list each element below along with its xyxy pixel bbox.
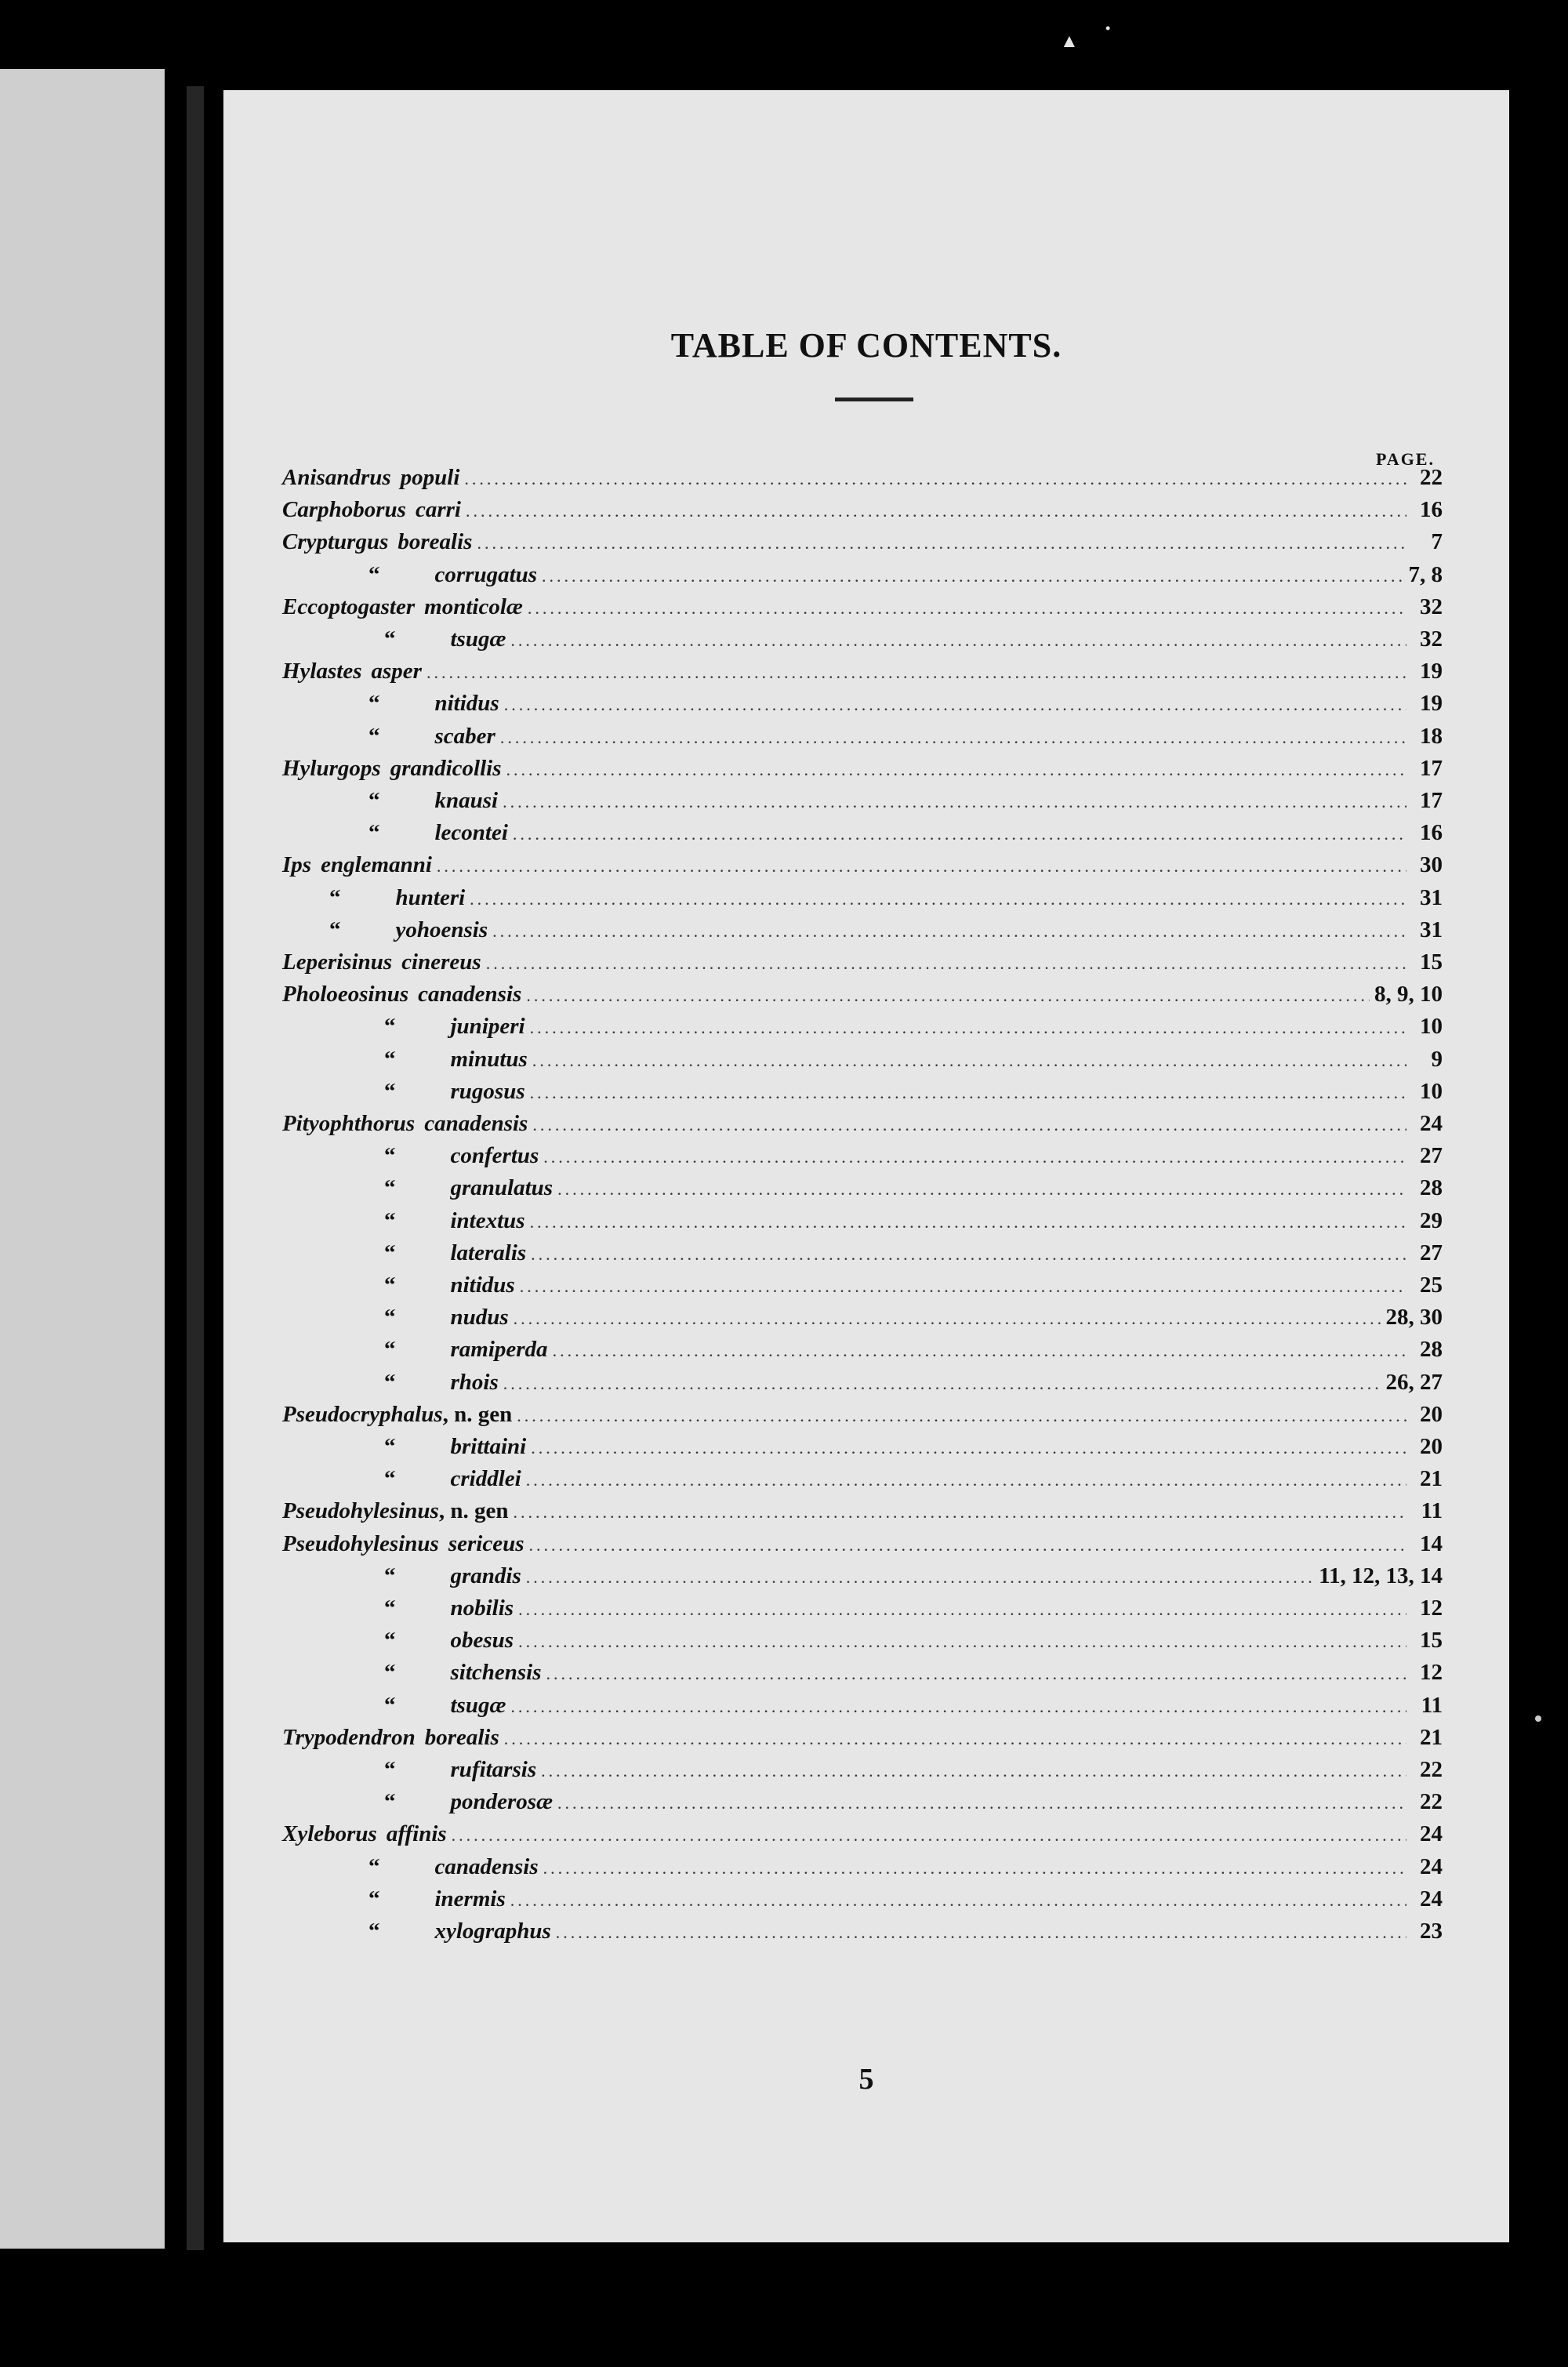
species-name: tsugæ: [450, 1692, 506, 1718]
genus-name: Carphoborus: [282, 497, 406, 523]
ditto-mark: “: [368, 561, 380, 587]
dot-leader: [510, 1890, 1406, 1911]
species-name: intextus: [450, 1207, 525, 1233]
species-name: criddlei: [450, 1466, 521, 1492]
entry-page-number: 21: [1420, 1724, 1443, 1750]
toc-entry: [368, 1854, 1443, 1886]
book-spine-shadow: [187, 86, 204, 2250]
toc-entry: [384, 1660, 1443, 1691]
dot-leader: [518, 1632, 1406, 1652]
species-name: corrugatus: [434, 561, 538, 587]
entry-page-number: 7: [1431, 529, 1443, 555]
species-name: juniperi: [450, 1014, 525, 1040]
toc-entry: [282, 949, 1443, 981]
entry-page-number: 11: [1421, 1692, 1443, 1718]
species-name: brittaini: [450, 1434, 527, 1459]
species-name: carri: [415, 497, 461, 523]
dot-leader: [510, 630, 1406, 651]
toc-entry: [282, 497, 1443, 528]
entry-page-number: 22: [1420, 1789, 1443, 1815]
entry-page-number: 16: [1420, 497, 1443, 523]
entry-page-number: 10: [1420, 1014, 1443, 1040]
dot-leader: [526, 1470, 1406, 1490]
species-name: ramiperda: [450, 1337, 548, 1363]
species-name: lecontei: [434, 820, 508, 846]
dot-leader: [557, 1793, 1406, 1813]
species-name: minutus: [450, 1046, 528, 1072]
dot-leader: [500, 728, 1406, 748]
toc-entry: [384, 1563, 1443, 1595]
page-column-header: PAGE.: [1376, 449, 1435, 469]
species-name: sericeus: [448, 1530, 524, 1556]
toc-entry: [368, 691, 1443, 722]
species-name: grandicollis: [390, 755, 502, 781]
dot-leader: [532, 1051, 1406, 1071]
toc-entry: [282, 594, 1443, 626]
dot-leader: [477, 533, 1406, 554]
toc-entry: [384, 1240, 1443, 1272]
toc-entry: [368, 1919, 1443, 1950]
genus-name: Anisandrus: [282, 465, 391, 490]
species-name: hunteri: [395, 884, 466, 910]
toc-entry: [329, 885, 1443, 917]
entry-page-number: 24: [1420, 1886, 1443, 1911]
species-name: scaber: [434, 723, 495, 749]
toc-entry: [282, 1725, 1443, 1756]
genus-name: Pityophthorus: [282, 1111, 416, 1136]
dot-leader: [503, 792, 1406, 812]
species-name: monticolæ: [424, 594, 523, 619]
entry-page-number: 15: [1420, 1628, 1443, 1654]
dot-leader: [492, 921, 1406, 942]
dot-leader: [556, 1922, 1406, 1943]
entry-page-number: 14: [1420, 1530, 1443, 1556]
toc-entry: [282, 1531, 1443, 1563]
genus-name: Pseudohylesinus: [282, 1530, 439, 1556]
toc-entry: [384, 1175, 1443, 1207]
scan-speck: ▲: [1060, 31, 1079, 52]
dot-leader: [520, 1276, 1406, 1297]
ditto-mark: “: [368, 723, 380, 749]
ditto-mark: “: [384, 1207, 396, 1233]
species-name: knausi: [434, 788, 499, 813]
species-name: lateralis: [450, 1240, 527, 1265]
ditto-mark: “: [368, 1919, 380, 1944]
genus-name: Hylurgops: [282, 755, 381, 781]
toc-entry: [384, 1596, 1443, 1627]
entry-page-number: 21: [1420, 1466, 1443, 1492]
entry-page-number: 7, 8: [1408, 561, 1443, 587]
ditto-mark: “: [384, 626, 396, 652]
scan-speck: [1535, 1715, 1541, 1722]
entry-page-number: 31: [1420, 917, 1443, 942]
entry-page-number: 12: [1420, 1596, 1443, 1621]
ditto-mark: “: [384, 1596, 396, 1621]
ditto-mark: “: [384, 1369, 396, 1395]
entry-page-number: 10: [1420, 1078, 1443, 1104]
species-name: rufitarsis: [450, 1757, 537, 1782]
dot-leader: [557, 1179, 1406, 1200]
species-name: populi: [400, 465, 460, 490]
dot-leader: [530, 1083, 1406, 1103]
dot-leader: [543, 1858, 1406, 1879]
ditto-mark: “: [384, 1434, 396, 1459]
dot-leader: [437, 856, 1406, 877]
toc-entry: [384, 1143, 1443, 1174]
ditto-mark: “: [384, 1305, 396, 1331]
toc-entry: [368, 820, 1443, 851]
species-name: tsugæ: [450, 626, 506, 652]
entry-page-number: 12: [1420, 1660, 1443, 1686]
ditto-mark: “: [384, 1240, 396, 1265]
toc-entry: [384, 1434, 1443, 1465]
species-name: borealis: [424, 1724, 499, 1750]
toc-entry: [282, 1821, 1443, 1853]
entry-page-number: 8, 9, 10: [1374, 982, 1443, 1007]
dot-leader: [518, 1599, 1406, 1620]
entry-page-number: 27: [1420, 1143, 1443, 1169]
ditto-mark: “: [384, 1014, 396, 1040]
toc-entry: [368, 1886, 1443, 1918]
dot-leader: [513, 1502, 1406, 1523]
dot-leader: [504, 695, 1406, 715]
entry-page-number: 27: [1420, 1240, 1443, 1265]
dot-leader: [426, 663, 1406, 683]
genus-name: Pholoeosinus: [282, 982, 409, 1007]
ditto-mark: “: [384, 1175, 396, 1201]
entry-page-number: 31: [1420, 884, 1443, 910]
entry-page-number: 22: [1420, 465, 1443, 490]
species-name: grandis: [450, 1563, 521, 1588]
dot-leader: [513, 824, 1406, 844]
dot-leader: [541, 1761, 1406, 1781]
dot-leader: [553, 1341, 1406, 1361]
genus-name: Pseudohylesinus: [282, 1498, 439, 1524]
dot-leader: [529, 1535, 1407, 1556]
species-name: nitidus: [450, 1272, 515, 1298]
entry-page-number: 11, 12, 13, 14: [1319, 1563, 1443, 1588]
ditto-mark: “: [368, 1886, 380, 1911]
species-name: obesus: [450, 1628, 514, 1654]
entry-note: , n. gen: [438, 1498, 509, 1524]
toc-entry: [384, 1789, 1443, 1821]
genus-name: Ips: [282, 852, 312, 878]
toc-entry: [282, 659, 1443, 690]
ditto-mark: “: [384, 1628, 396, 1654]
species-name: nobilis: [450, 1596, 514, 1621]
ditto-mark: “: [368, 1853, 380, 1879]
ditto-mark: “: [384, 1563, 396, 1588]
dot-leader: [504, 1729, 1406, 1749]
species-name: confertus: [450, 1143, 539, 1169]
entry-page-number: 16: [1420, 820, 1443, 846]
entry-page-number: 24: [1420, 1111, 1443, 1136]
species-name: cinereus: [401, 949, 481, 975]
species-name: rugosus: [450, 1078, 525, 1104]
dot-leader: [517, 1406, 1406, 1426]
entry-page-number: 9: [1431, 1046, 1443, 1072]
toc-entry: [384, 1047, 1443, 1078]
species-name: canadensis: [434, 1853, 539, 1879]
species-name: sitchensis: [450, 1660, 542, 1686]
species-name: englemanni: [321, 852, 432, 878]
toc-entry: [384, 1370, 1443, 1401]
toc-entry: [282, 1402, 1443, 1433]
ditto-mark: “: [329, 917, 341, 942]
entry-note: , n. gen: [442, 1401, 513, 1427]
ditto-mark: “: [368, 691, 380, 717]
toc-entry: [384, 626, 1443, 658]
entry-page-number: 24: [1420, 1853, 1443, 1879]
entry-page-number: 29: [1420, 1207, 1443, 1233]
species-name: canadensis: [424, 1111, 528, 1136]
entry-page-number: 20: [1420, 1401, 1443, 1427]
species-name: nitidus: [434, 691, 499, 717]
toc-entry: [384, 1208, 1443, 1240]
toc-entry: [384, 1305, 1443, 1336]
dot-leader: [542, 566, 1403, 586]
toc-entry: [282, 982, 1443, 1013]
page-title: TABLE OF CONTENTS.: [670, 326, 1062, 365]
entry-page-number: 26, 27: [1385, 1369, 1443, 1395]
entry-page-number: 22: [1420, 1757, 1443, 1782]
ditto-mark: “: [384, 1660, 396, 1686]
toc-entry: [282, 1111, 1443, 1142]
toc-entry: [384, 1014, 1443, 1045]
species-name: borealis: [397, 529, 473, 555]
genus-name: Pseudocryphalus: [282, 1401, 443, 1427]
species-name: ponderosæ: [450, 1789, 554, 1815]
dot-leader: [526, 1567, 1314, 1588]
toc-entry: [384, 1628, 1443, 1659]
ditto-mark: “: [384, 1789, 396, 1815]
species-name: affinis: [386, 1821, 447, 1847]
toc-entry: [384, 1466, 1443, 1498]
species-name: inermis: [434, 1886, 506, 1911]
species-name: canadensis: [418, 982, 522, 1007]
scan-speck: •: [1105, 20, 1111, 36]
toc-entry: [384, 1337, 1443, 1368]
entry-page-number: 11: [1421, 1498, 1443, 1524]
dot-leader: [530, 1018, 1406, 1038]
toc-entry: [368, 788, 1443, 819]
species-name: yohoensis: [395, 917, 488, 942]
toc-entry: [282, 852, 1443, 884]
dot-leader: [486, 953, 1406, 974]
toc-entry: [368, 724, 1443, 755]
toc-entry: [384, 1757, 1443, 1788]
dot-leader: [543, 1147, 1406, 1167]
genus-name: Trypodendron: [282, 1724, 416, 1750]
toc-entry: [282, 529, 1443, 561]
species-name: nudus: [450, 1305, 509, 1331]
dot-leader: [466, 501, 1406, 521]
dot-leader: [528, 598, 1406, 619]
document-page: [223, 90, 1509, 2242]
genus-name: Eccoptogaster: [282, 594, 416, 619]
dot-leader: [526, 986, 1370, 1006]
entry-page-number: 20: [1420, 1434, 1443, 1459]
entry-page-number: 19: [1420, 691, 1443, 717]
entry-page-number: 28: [1420, 1175, 1443, 1201]
toc-entry: [282, 465, 1443, 496]
species-name: asper: [371, 659, 422, 684]
toc-entry: [368, 562, 1443, 594]
ditto-mark: “: [384, 1692, 396, 1718]
dot-leader: [503, 1374, 1381, 1394]
ditto-mark: “: [329, 884, 341, 910]
ditto-mark: “: [384, 1337, 396, 1363]
entry-page-number: 25: [1420, 1272, 1443, 1298]
dot-leader: [532, 1115, 1406, 1135]
toc-entry: [282, 756, 1443, 787]
page-number: 5: [858, 2063, 874, 2096]
toc-entry: [282, 1498, 1443, 1530]
ditto-mark: “: [384, 1272, 396, 1298]
ditto-mark: “: [384, 1078, 396, 1104]
entry-page-number: 15: [1420, 949, 1443, 975]
ditto-mark: “: [384, 1143, 396, 1169]
species-name: granulatus: [450, 1175, 554, 1201]
dot-leader: [452, 1825, 1406, 1846]
dot-leader: [531, 1244, 1406, 1265]
dot-leader: [464, 469, 1406, 489]
ditto-mark: “: [368, 820, 380, 846]
dot-leader: [530, 1212, 1406, 1233]
ditto-mark: “: [384, 1466, 396, 1492]
table-of-contents: [223, 90, 1509, 2242]
ditto-mark: “: [368, 788, 380, 813]
entry-page-number: 28: [1420, 1337, 1443, 1363]
dot-leader: [510, 1697, 1406, 1717]
genus-name: Crypturgus: [282, 529, 389, 555]
species-name: xylographus: [434, 1919, 551, 1944]
toc-entry: [384, 1272, 1443, 1304]
toc-entry: [384, 1693, 1443, 1724]
entry-page-number: 32: [1420, 594, 1443, 619]
genus-name: Leperisinus: [282, 949, 393, 975]
entry-page-number: 17: [1420, 788, 1443, 813]
dot-leader: [506, 760, 1407, 780]
species-name: rhois: [450, 1369, 499, 1395]
facing-page: [0, 69, 165, 2249]
entry-page-number: 28, 30: [1385, 1305, 1443, 1331]
toc-entry: [329, 917, 1443, 949]
dot-leader: [514, 1309, 1381, 1329]
entry-page-number: 24: [1420, 1821, 1443, 1847]
entry-page-number: 30: [1420, 852, 1443, 878]
dot-leader: [531, 1438, 1406, 1458]
ditto-mark: “: [384, 1757, 396, 1782]
ditto-mark: “: [384, 1046, 396, 1072]
dot-leader: [546, 1664, 1406, 1684]
entry-page-number: 19: [1420, 659, 1443, 684]
entry-page-number: 17: [1420, 755, 1443, 781]
entry-page-number: 32: [1420, 626, 1443, 652]
genus-name: Xyleborus: [282, 1821, 377, 1847]
dot-leader: [470, 889, 1406, 909]
entry-page-number: 18: [1420, 723, 1443, 749]
entry-page-number: 23: [1420, 1919, 1443, 1944]
toc-entry: [384, 1079, 1443, 1110]
genus-name: Hylastes: [282, 659, 362, 684]
